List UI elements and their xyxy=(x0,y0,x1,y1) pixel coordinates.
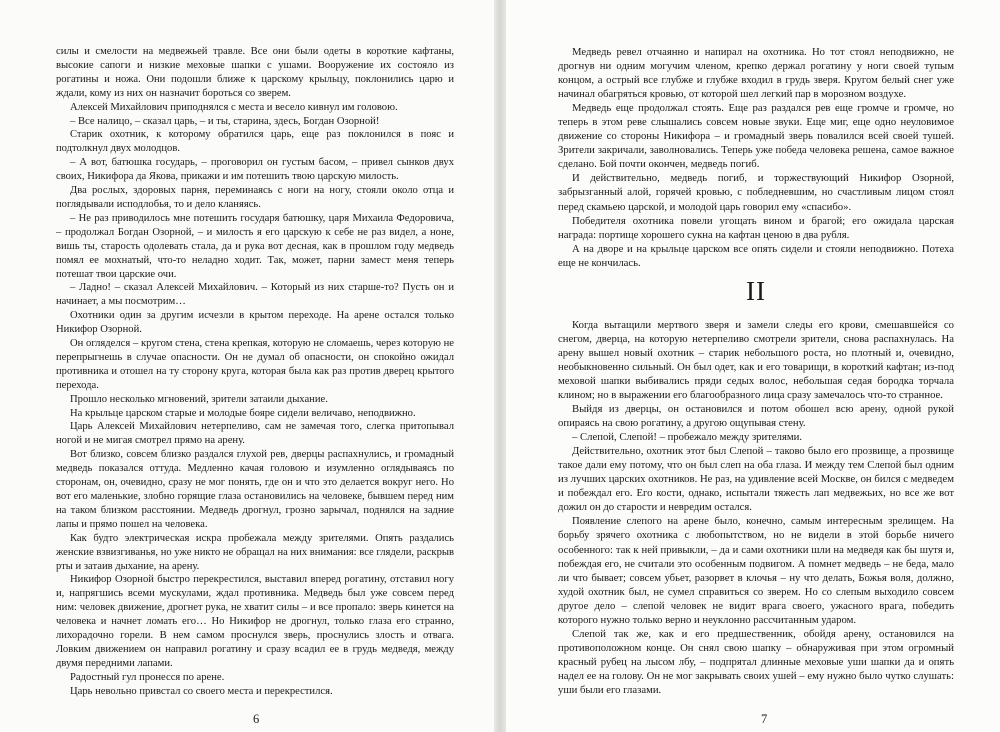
chapter-heading: II xyxy=(746,275,766,306)
paragraph: Медведь еще продолжал стоять. Еще раз раздался рев еще громче и громче, но теперь в этом реве слышались совсем новые звуки. Еще миг, еще одно неуловимое движение со стороны Никифора – и громадный зверь повалился всей своей тушей. Зрители закричали, заволновались. Теперь уже победа человека решена, самое важное сделано. Бой почти окончен, медведь погиб. xyxy=(558,102,954,171)
paragraph: Медведь ревел отчаянно и напирал на охотника. Но тот стоял неподвижно, не дрогнув ни одним могучим членом, крепко держал рогатину у ноги своей тупым концом, а острый все глубже и глубже входил в грудь зверя. Кругом белый снег уже начинал обагряться кровью, от которой шел легкий пар в морозном воздухе. xyxy=(558,46,954,101)
paragraph: – Ладно! – сказал Алексей Михайлович. – Который из них старше-то? Пусть он и начинает, а мы посмотрим… xyxy=(56,282,454,308)
paragraph: – Все налицо, – сказал царь, – и ты, старина, здесь, Богдан Озорной! xyxy=(70,115,380,127)
page-number-left: 6 xyxy=(253,712,260,726)
paragraph: Царь невольно привстал со своего места и перекрестился. xyxy=(70,685,333,697)
left-page xyxy=(0,0,494,732)
paragraph: – А вот, батюшка государь, – проговорил он густым басом, – привел сынков двух своих, Никифора да Якова, прикажи и им потешить твою царскую милость. xyxy=(56,157,454,183)
paragraph: – Не раз приводилось мне потешить государя батюшку, царя Михаила Федоровича, – продолжал Богдан Озорной, – и милость я его царскую к себе не раз видел, а ноне, вишь ты, старость одолевать стала, да и рука вот десная, как в прошлом году медведь помял ее мохнатый, что-то неладно ходит. Так, может, парни замест меня теперь потешат твои царские очи. xyxy=(56,212,454,280)
paragraph: – Слепой, Слепой! – пробежало между зрителями. xyxy=(572,431,803,444)
right-page xyxy=(506,0,1000,732)
left-page-text xyxy=(56,45,454,699)
right-page-text xyxy=(558,45,954,697)
paragraph: Слепой так же, как и его предшественник, обойдя арену, остановился на противоположном конце. Он снял свою шапку – обнаруживая при этом огромный красный рубец на лысом лбу, – подпрятал длинные меховые уши шапки да и опять надел ее на голову. Он не мог закрывать своих ушей – ему нужно было чутко слушать: уши были его глазами. xyxy=(558,627,954,696)
paragraph: Старик охотник, к которому обратился царь, еще раз поклонился в пояс и подтолкнул двух молодцов. xyxy=(56,129,454,155)
paragraph: Вот близко, совсем близко раздался глухой рев, дверцы распахнулись, и громадный медведь показался оттуда. Медленно качая головою и изумленно оглядываясь по сторонам, он, очевидно, сразу не мог понять, где он и что это делается вокруг него. Но вот его маленькие, злобно горящие глаза остановились на человеке, бывшем перед ним на таком близком расстоянии. Медведь дрогнул, грозно зарычал, поднялся на задние лапы и прямо пошел на человека. xyxy=(56,449,454,530)
paragraph: Два рослых, здоровых парня, переминаясь с ноги на ногу, стояли около отца и поглядывали исподлобья, то и дело кланяясь. xyxy=(56,185,454,210)
paragraph: А на дворе и на крыльце царском все опять сидели и стояли неподвижно. Потеха еще не кончилась. xyxy=(558,242,954,269)
paragraph: Он огляделся – кругом стена, стена крепкая, которую не сломаешь, через которую не перепрыгнешь в случае опасности. Он не думал об опасности, он спокойно ожидал противника и отошел на ту сторону круга, которая была как раз против дверец крытого перехода. xyxy=(56,338,454,391)
paragraph: Царь Алексей Михайлович нетерпеливо, сам не замечая того, слегка притопывал ногой и не мигая смотрел прямо на арену. xyxy=(56,421,454,447)
paragraph: Действительно, охотник этот был Слепой – таково было его прозвище, а прозвище такое дали ему потому, что он был слеп на оба глаза. И между тем Слепой был одним из лучших царских охотников. Не раз, на удивление всей Москве, он бился с медведем и побеждал его. Его кости, однако, испытали тяжесть лап медвежьих, но все же вот дожил он до старости и невредим остался. xyxy=(558,445,954,514)
paragraph: Охотники один за другим исчезли в крытом переходе. На арене остался только Никифор Озорной. xyxy=(56,310,454,336)
page-number-right: 7 xyxy=(761,712,768,726)
paragraph: Прошло несколько мгновений, зрители затаили дыхание. xyxy=(70,393,328,405)
paragraph: Радостный гул пронесся по арене. xyxy=(70,671,225,683)
paragraph: И действительно, медведь погиб, и торжествующий Никифор Озорной, забрызганный алой, горячей кровью, с побледневшим, но счастливым лицом стоял перед скамьею царской, и молодой царь говорил ему «спасибо». xyxy=(558,172,954,213)
paragraph: Появление слепого на арене было, конечно, самым интересным зрелищем. На борьбу зрячего охотника с любопытством, но не видели в этой борьбе ничего особенного: так к ней привыкли, – да и сами охотники шли на медведя как бы шутя и, побеждая его, не считали это особенным подвигом. А помнет медведь – не беда, мало ли что бывает; совсем убьет, разорвет в клочья – ну что делать, Божья воля, должно, худой охотник был, не сумел справиться со зверем. Но со слепым выходило совсем другое дело – слепой человек не видит врага своего, ужасного врага, победить которого нужно только верно и неуклонно рассчитанным ударом. xyxy=(558,515,954,626)
paragraph: Алексей Михайлович приподнялся с места и весело кивнул им головою. xyxy=(70,101,398,113)
paragraph: Как будто электрическая искра пробежала между зрителями. Опять раздались женские взвизгиванья, но уже никто не обращал на них внимания: все глядели, раскрыв рты и затаив дыхание, на арену. xyxy=(56,532,454,572)
paragraph: Выйдя из дверцы, он остановился и потом обошел всю арену, одной рукой опираясь на свою рогатину, а другою ощупывая стену. xyxy=(558,403,954,430)
paragraph: Никифор Озорной быстро перекрестился, выставил вперед рогатину, отставил ногу и, напрягшись всеми мускулами, ждал противника. Медведь был уже совсем перед ним: человек движение, дрогнет рука, не хватит силы – и все пропало: зверь кинется на человека и начнет ломать его… Но Никифор не дрогнул, только глаза его странно, лихорадочно горели. В нем самом проснулся зверь, проснулись злость и отвага. Ловким движением он направил рогатину и сразу всадил ее в грудь медведя, между двумя передними лапами. xyxy=(56,574,454,669)
paragraph: силы и смелости на медвежьей травле. Все они были одеты в короткие кафтаны, высокие сапоги и низкие меховые шапки с ушами. Вооружение их состояло из рогатины и ножа. Они подошли ближе к царскому крыльцу, поклонились царю и ждали, кому из них он назначит бороться со зверем. xyxy=(56,46,454,99)
paragraph: На крыльце царском старые и молодые бояре сидели величаво, неподвижно. xyxy=(70,407,416,419)
book-gutter xyxy=(494,0,506,732)
paragraph: Победителя охотника повели угощать вином и брагой; его ожидала царская награда: портище хорошего сукна на кафтан ценою в два рубля. xyxy=(558,214,954,241)
paragraph: Когда вытащили мертвого зверя и замели следы его крови, смешавшейся со снегом, дверца, на которую нетерпеливо смотрели зрители, снова распахнулась. На арену вышел новый охотник – старик небольшого роста, но плотный и, очевидно, необыкновенно сильный. Он был одет, как и его товарищи, в короткий кафтан; из-под меховой шапки выбивались пряди седых волос, небольшая седая бородка торчала клином; но в выражении его благообразного лица сразу замечалось что-то странное. xyxy=(558,318,954,401)
